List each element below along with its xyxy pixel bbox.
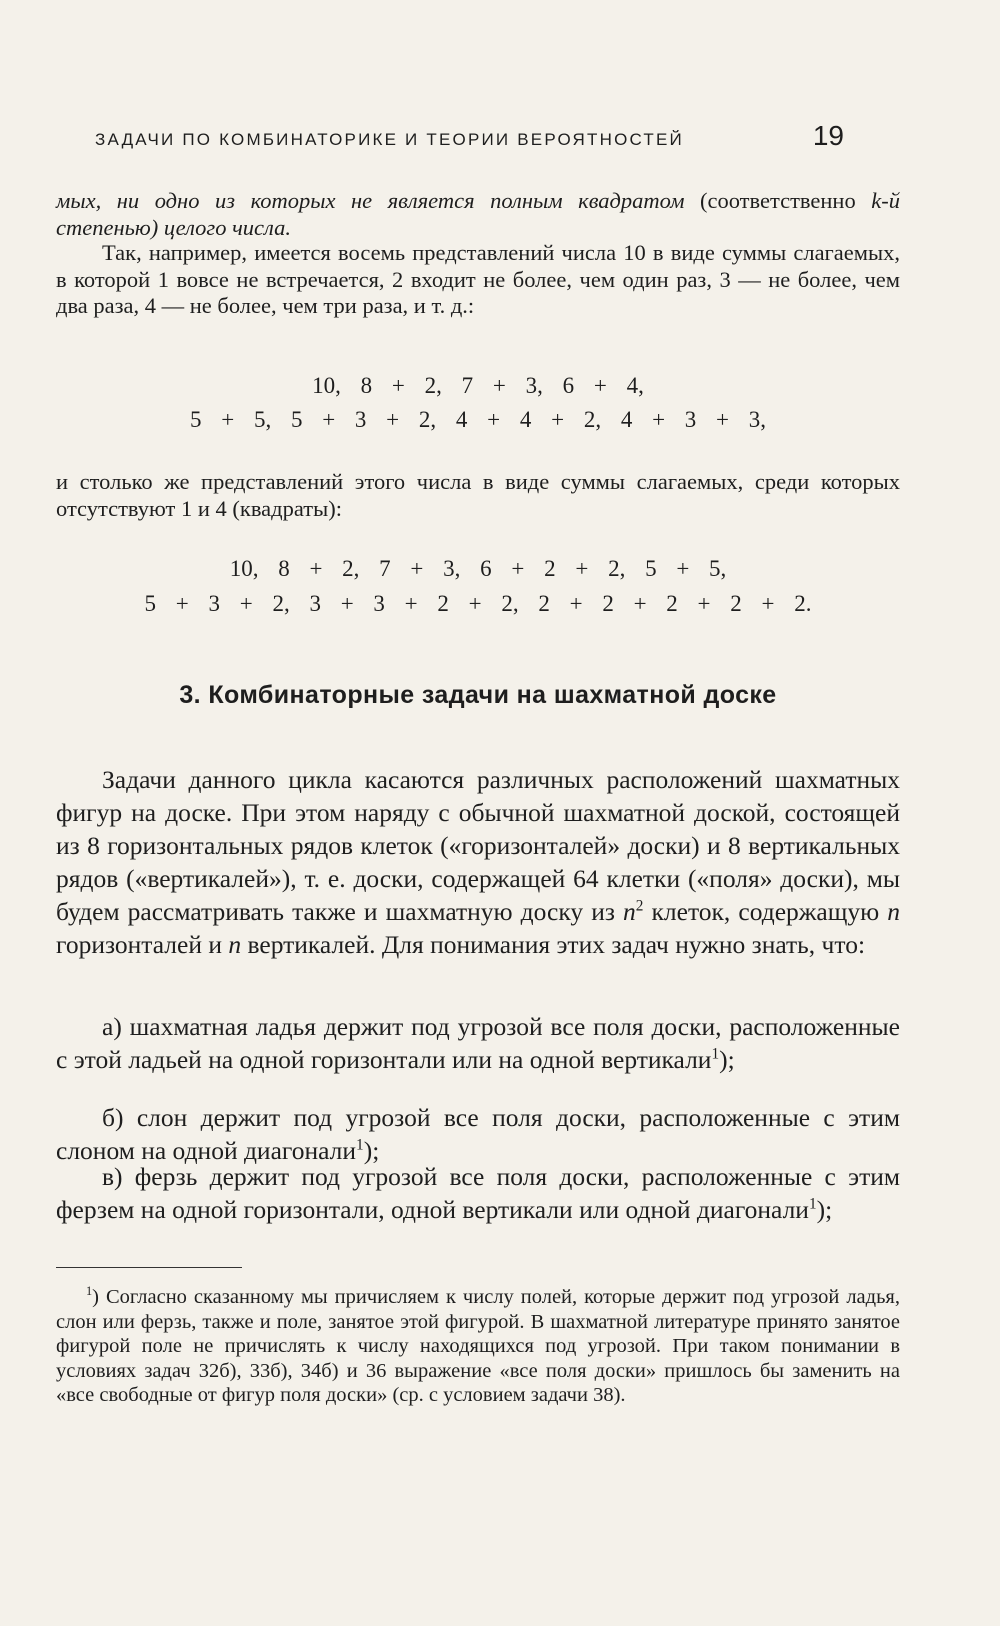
- footnote-ref: 1: [356, 1136, 364, 1154]
- running-title: ЗАДАЧИ ПО КОМБИНАТОРИКЕ И ТЕОРИИ ВЕРОЯТНОСТЕЙ: [95, 130, 684, 149]
- text: горизонталей и: [56, 930, 229, 959]
- footnote-divider: [56, 1267, 242, 1268]
- footnote: [56, 1285, 900, 1408]
- math-n: n: [623, 897, 636, 926]
- text: );: [363, 1136, 380, 1165]
- text: клеток, содержащую: [643, 897, 888, 926]
- intro-paragraph-3: и столько же представлений этого числа в виде суммы слагаемых, среди которых отсутствуют 1 и 4 (квадраты):: [56, 469, 900, 521]
- text: );: [719, 1045, 735, 1074]
- footnote-ref: 1: [808, 1195, 817, 1213]
- text: );: [816, 1195, 833, 1224]
- formula-2-line-2: 5 + 3 + 2, 3 + 3 + 2 + 2, 2 + 2 + 2 + 2 + 2.: [144, 591, 812, 616]
- math-n: n: [887, 897, 900, 926]
- formula-1-line-1: 10, 8 + 2, 7 + 3, 6 + 4,: [312, 373, 644, 398]
- page-number: 19: [812, 120, 844, 151]
- section-heading: 3. Комбинаторные задачи на шахматной доске: [179, 681, 777, 709]
- formula-2-line-1: 10, 8 + 2, 7 + 3, 6 + 2 + 2, 5 + 5,: [229, 556, 727, 581]
- section-paragraph-1: [56, 763, 900, 961]
- italic-text: k-й степенью) целого числа.: [56, 188, 900, 240]
- text: а) шахматная ладья держит под угрозой все поля доски, расположенные с этой ладьей на одной горизонтали или на одной вертикали: [56, 1012, 900, 1074]
- running-header: [95, 120, 844, 152]
- math-n: n: [228, 930, 242, 959]
- normal-text: (соответственно: [684, 188, 872, 213]
- formula-1-line-2: 5 + 5, 5 + 3 + 2, 4 + 4 + 2, 4 + 3 + 3,: [189, 407, 767, 432]
- list-item-a: [56, 1010, 900, 1076]
- footnote-text: ) Согласно сказанному мы причисляем к числу полей, которые держит под угрозой ладья, слон или ферзь, также и поле, занятое этой фигурой. В шахматной литературе принято занятое фигурой поле не причислять к числу находящихся под угрозой. При таком понимании в условиях задач 32б), 33б), 34б) и 36 выражение «все поля доски» пришлось бы заменить на «все свободные от фигур поля доски» (ср. с условием задачи 38).: [56, 1286, 900, 1406]
- text: б) слон держит под угрозой все поля доски, расположенные с этим слоном на одной диагонали: [56, 1103, 900, 1165]
- footnote-mark: 1: [86, 1284, 93, 1299]
- exponent: 2: [635, 897, 644, 915]
- italic-text: мых, ни одно из которых не является полным квадратом: [56, 188, 685, 213]
- footnote-ref: 1: [711, 1045, 720, 1063]
- text: Задачи данного цикла касаются различных расположений шахматных фигур на доске. При этом наряду с обычной шахматной доской, состоящей из 8 горизонтальных рядов клеток («горизонталей» доски) и 8 вертикальных рядов («вертикалей»), т. е. доски, содержащей 64 клетки («поля» доски), мы будем рассматривать также и шахматную доску из: [56, 765, 900, 926]
- text: вертикалей. Для понимания этих задач нужно знать, что:: [241, 930, 866, 959]
- intro-paragraph-1: [56, 188, 900, 241]
- intro-paragraph-2: Так, например, имеется восемь представлений числа 10 в виде суммы слагаемых, в которой 1 вовсе не встречается, 2 входит не более, чем один раз, 3 — не более, чем два раза, 4 — не более, чем три раза, и т. д.:: [56, 240, 900, 318]
- text: в) ферзь держит под угрозой все поля доски, расположенные с этим ферзем на одной горизонтали, одной вертикали или одной диагонали: [56, 1162, 900, 1224]
- list-item-c: [56, 1160, 900, 1226]
- list-item-b: [56, 1101, 900, 1167]
